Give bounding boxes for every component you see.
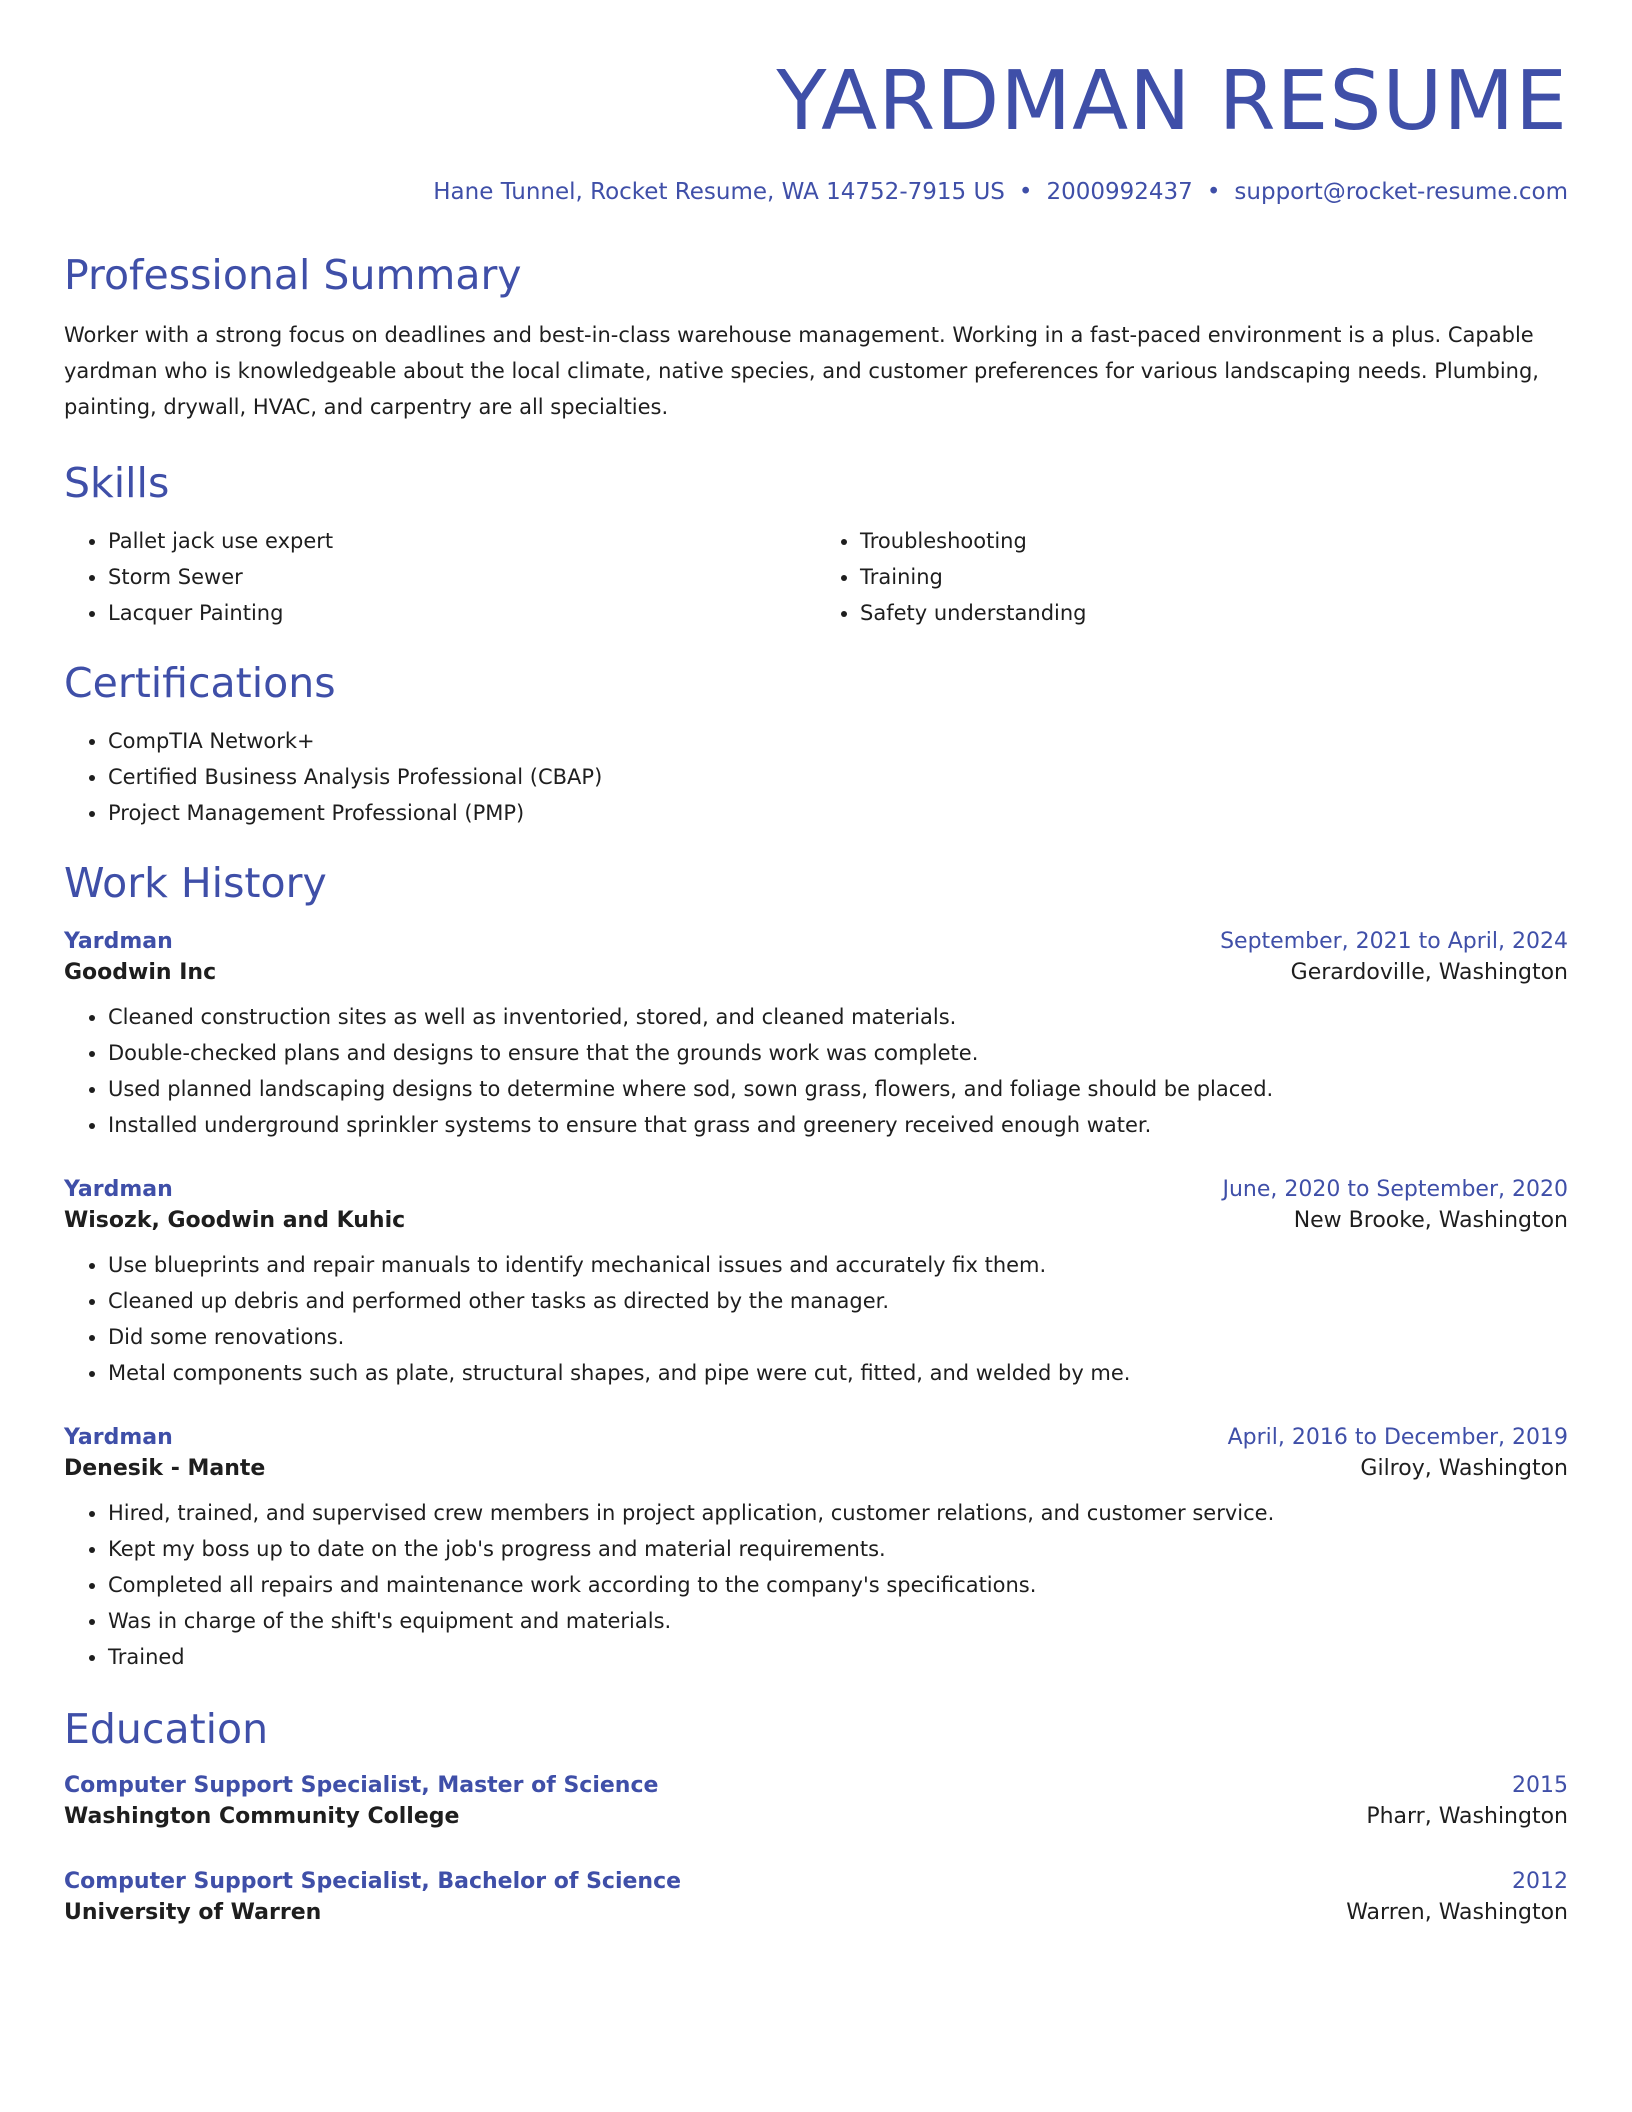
job-bullet: • Kept my boss up to date on the job's progress and material requirements. xyxy=(108,1531,1568,1567)
job-header-row xyxy=(64,1425,1568,1450)
education-entry xyxy=(64,1869,1568,1925)
section-title-education: Education xyxy=(64,1705,269,1753)
job-bullets xyxy=(64,1247,1568,1391)
section-title-certifications: Certifications xyxy=(64,659,336,707)
job-bullet: • Hired, trained, and supervised crew members in project application, customer relations, and customer service. xyxy=(108,1495,1568,1531)
contact-address: Hane Tunnel, Rocket Resume, WA 14752-7915 US xyxy=(433,179,1005,205)
certifications-section xyxy=(64,655,1568,831)
education-degree: Computer Support Specialist, Bachelor of Science xyxy=(64,1869,682,1894)
job-header-row xyxy=(64,929,1568,954)
education-school-row xyxy=(64,1900,1568,1925)
job-company: Wisozk, Goodwin and Kuhic xyxy=(64,1208,406,1233)
skill-item: • Storm Sewer xyxy=(108,559,816,595)
education-year: 2012 xyxy=(1512,1869,1568,1894)
education-year: 2015 xyxy=(1512,1773,1568,1798)
section-title-summary: Professional Summary xyxy=(64,251,522,299)
job-bullets xyxy=(64,999,1568,1143)
education-school: Washington Community College xyxy=(64,1804,460,1829)
resume-name: YARDMAN RESUME xyxy=(776,54,1568,149)
job-bullets xyxy=(64,1495,1568,1675)
work-history-section xyxy=(64,855,1568,1675)
job-bullet: • Installed underground sprinkler systems to ensure that grass and greenery received enough water. xyxy=(108,1107,1568,1143)
job-company: Denesik - Mante xyxy=(64,1456,266,1481)
job-entry xyxy=(64,1177,1568,1391)
job-company-row xyxy=(64,1456,1568,1481)
job-bullet: • Use blueprints and repair manuals to identify mechanical issues and accurately fix them. xyxy=(108,1247,1568,1283)
certification-item: • CompTIA Network+ xyxy=(108,723,1568,759)
skill-item: • Safety understanding xyxy=(860,595,1568,631)
resume-header xyxy=(64,0,1568,205)
certification-item: • Certified Business Analysis Professional (CBAP) xyxy=(108,759,1568,795)
contact-phone: 2000992437 xyxy=(1046,179,1193,205)
job-company-row xyxy=(64,1208,1568,1233)
job-dates: April, 2016 to December, 2019 xyxy=(1227,1425,1568,1450)
job-bullet: • Was in charge of the shift's equipment and materials. xyxy=(108,1603,1568,1639)
job-location: Gilroy, Washington xyxy=(1360,1456,1568,1481)
job-bullet: • Cleaned up debris and performed other tasks as directed by the manager. xyxy=(108,1283,1568,1319)
contact-line xyxy=(64,179,1568,205)
education-header-row xyxy=(64,1869,1568,1894)
skills-list-left xyxy=(64,523,816,631)
job-entry xyxy=(64,1425,1568,1675)
summary-text: Worker with a strong focus on deadlines and best-in-class warehouse management. Working in a fast-paced environment is a plus. Capable yardman who is knowledgeable about the local climate, native species, and customer preferences for various landscaping needs. Plumbing, painting, drywall, HVAC, and carpentry are all specialties. xyxy=(64,323,1539,419)
job-title: Yardman xyxy=(64,929,173,954)
contact-email: support@rocket-resume.com xyxy=(1234,179,1568,205)
education-header-row xyxy=(64,1773,1568,1798)
certifications-list xyxy=(64,723,1568,831)
skills-list-right xyxy=(816,523,1568,631)
job-dates: September, 2021 to April, 2024 xyxy=(1220,929,1568,954)
skills-section xyxy=(64,455,1568,631)
job-dates: June, 2020 to September, 2020 xyxy=(1222,1177,1568,1202)
job-bullet: • Double-checked plans and designs to ensure that the grounds work was complete. xyxy=(108,1035,1568,1071)
contact-separator: • xyxy=(1018,179,1033,205)
job-bullet: • Trained xyxy=(108,1639,1568,1675)
education-location: Pharr, Washington xyxy=(1366,1804,1568,1829)
education-degree: Computer Support Specialist, Master of Science xyxy=(64,1773,659,1798)
skill-item: • Troubleshooting xyxy=(860,523,1568,559)
skills-grid xyxy=(64,523,1568,631)
job-title: Yardman xyxy=(64,1177,173,1202)
skill-item: • Training xyxy=(860,559,1568,595)
contact-separator: • xyxy=(1206,179,1221,205)
education-school: University of Warren xyxy=(64,1900,322,1925)
certification-item: • Project Management Professional (PMP) xyxy=(108,795,1568,831)
job-company: Goodwin Inc xyxy=(64,960,217,985)
job-location: Gerardoville, Washington xyxy=(1290,960,1568,985)
job-bullet: • Completed all repairs and maintenance work according to the company's specifications. xyxy=(108,1567,1568,1603)
skill-item: • Lacquer Painting xyxy=(108,595,816,631)
summary-section xyxy=(64,247,1568,425)
section-title-work-history: Work History xyxy=(64,859,327,907)
job-header-row xyxy=(64,1177,1568,1202)
section-title-skills: Skills xyxy=(64,459,170,507)
job-bullet: • Metal components such as plate, structural shapes, and pipe were cut, fitted, and welded by me. xyxy=(108,1355,1568,1391)
job-title: Yardman xyxy=(64,1425,173,1450)
education-location: Warren, Washington xyxy=(1346,1900,1568,1925)
job-bullet: • Used planned landscaping designs to determine where sod, sown grass, flowers, and foliage should be placed. xyxy=(108,1071,1568,1107)
job-entry xyxy=(64,929,1568,1143)
education-school-row xyxy=(64,1804,1568,1829)
job-bullet: • Cleaned construction sites as well as inventoried, stored, and cleaned materials. xyxy=(108,999,1568,1035)
education-section xyxy=(64,1701,1568,1925)
education-entry xyxy=(64,1773,1568,1829)
job-company-row xyxy=(64,960,1568,985)
skill-item: • Pallet jack use expert xyxy=(108,523,816,559)
job-location: New Brooke, Washington xyxy=(1293,1208,1568,1233)
job-bullet: • Did some renovations. xyxy=(108,1319,1568,1355)
